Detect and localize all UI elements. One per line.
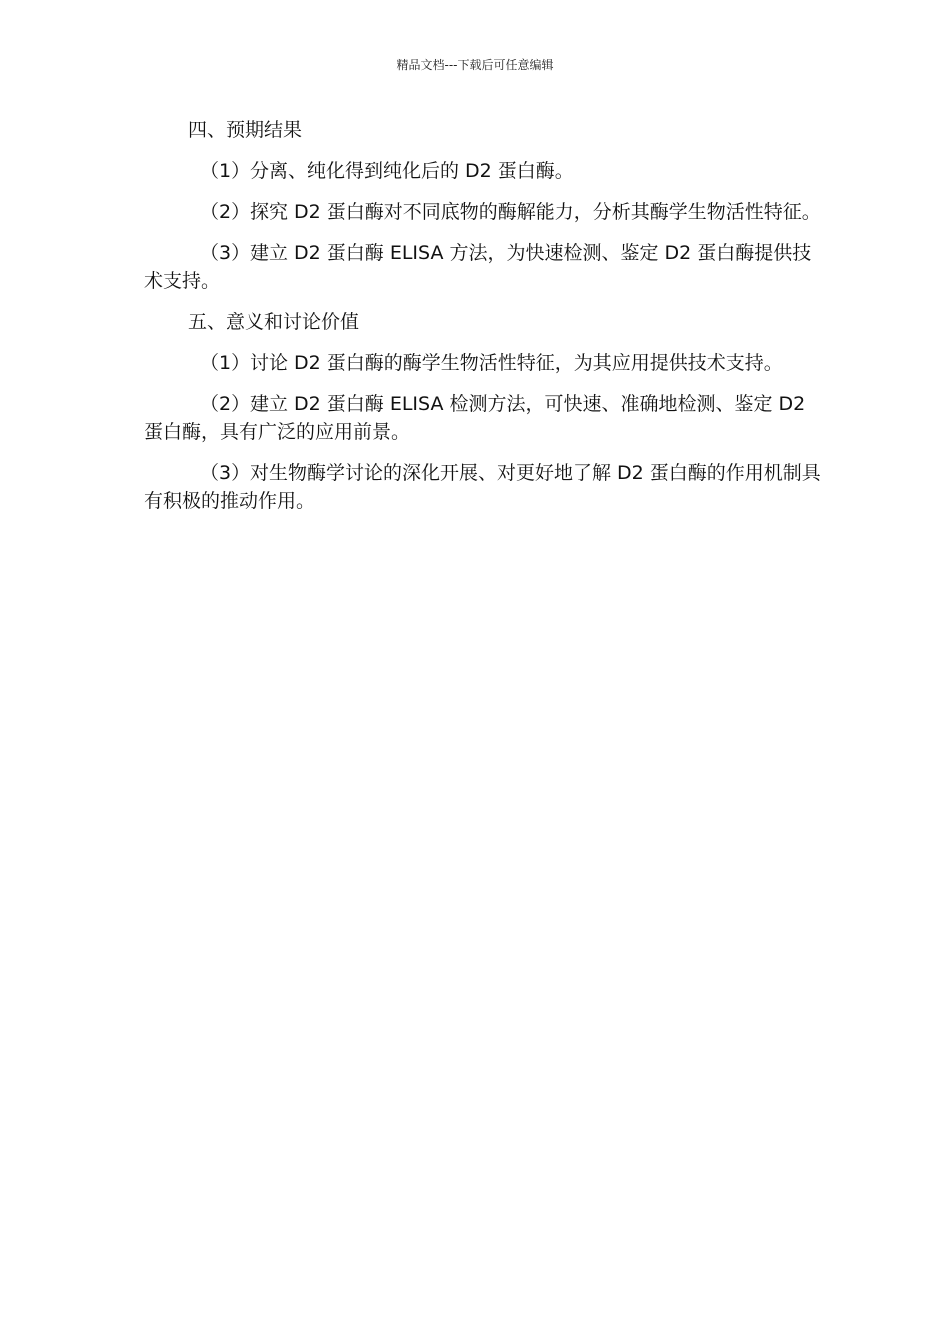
document-body <box>144 116 824 528</box>
list-item <box>144 459 824 515</box>
list-item <box>144 239 824 295</box>
item-number: （3） <box>200 242 251 264</box>
item-text: 讨论 D2 蛋白酶的酶学生物活性特征，为其应用提供技术支持。 <box>250 352 783 374</box>
section-heading-significance: 五、意义和讨论价值 <box>188 311 360 333</box>
list-item <box>144 157 824 185</box>
item-text: 建立 D2 蛋白酶 ELISA 检测方法，可快速、准确地检测、鉴定 D2 蛋白酶，具有广泛的应用前景。 <box>144 393 806 443</box>
page-header: 精品文档---下载后可任意编辑 <box>396 58 554 72</box>
list-item <box>144 198 824 226</box>
item-number: （3） <box>200 462 251 484</box>
item-text: 分离、纯化得到纯化后的 D2 蛋白酶。 <box>250 160 574 182</box>
list-item <box>144 390 824 446</box>
item-number: （1） <box>200 352 251 374</box>
item-number: （2） <box>200 393 251 415</box>
item-number: （2） <box>200 201 251 223</box>
item-text: 对生物酶学讨论的深化开展、对更好地了解 D2 蛋白酶的作用机制具有积极的推动作用。 <box>144 462 821 512</box>
item-number: （1） <box>200 160 251 182</box>
section-heading-expected-results: 四、预期结果 <box>188 119 303 141</box>
item-text: 建立 D2 蛋白酶 ELISA 方法，为快速检测、鉴定 D2 蛋白酶提供技术支持。 <box>144 242 812 292</box>
item-text: 探究 D2 蛋白酶对不同底物的酶解能力，分析其酶学生物活性特征。 <box>250 201 821 223</box>
list-item <box>144 349 824 377</box>
